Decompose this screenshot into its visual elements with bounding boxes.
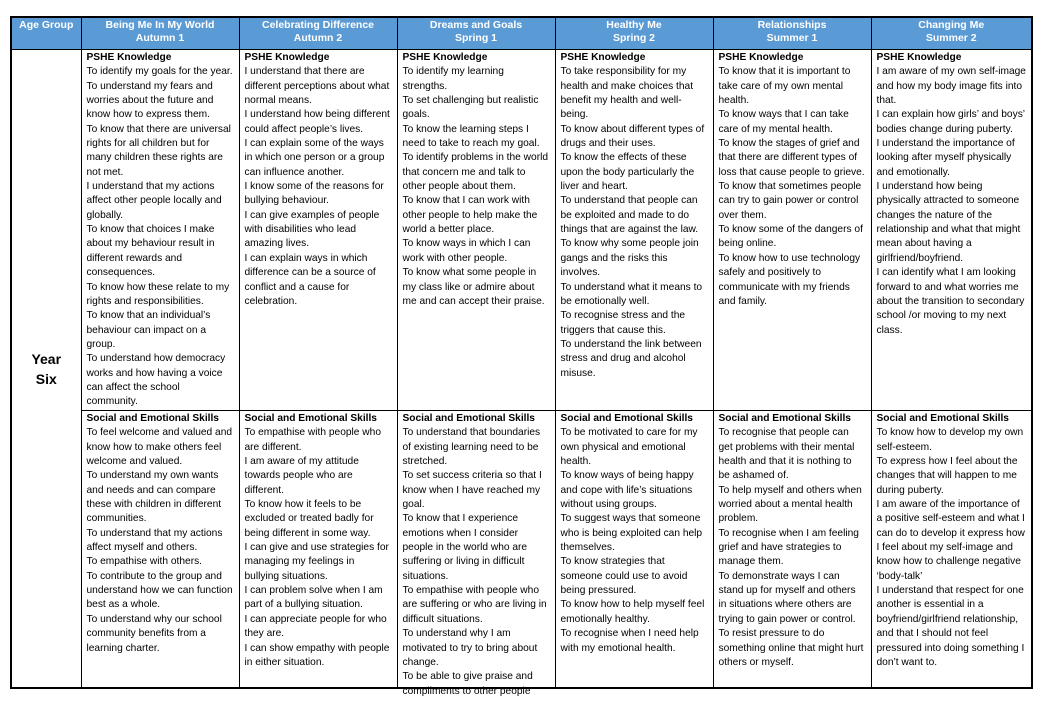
section-heading: Social and Emotional Skills	[876, 413, 1009, 424]
objective-item: To know the stages of grief and that there are different types of loss that cause people to grieve.	[718, 138, 865, 178]
objective-item: I can explain some of the ways in which one person or a group can influence another.	[244, 138, 385, 178]
column-header	[397, 17, 555, 50]
objective-item: To be motivated to care for my own physical and emotional health.	[560, 427, 698, 468]
section-heading: PSHE Knowledge	[876, 52, 962, 63]
objective-item: To know what some people in my class like or admire about me and can accept their praise.	[402, 267, 545, 307]
objective-item: I understand how being physically attracted to someone changes the nature of the relationship and what that might mean about having a girlfriend/boyfriend.	[876, 181, 1021, 264]
objective-item: To feel welcome and valued and know how to make others feel welcome and valued.	[86, 427, 233, 468]
objective-item: I understand that there are different perceptions about what normal means.	[244, 66, 390, 107]
unit-title: Relationships	[757, 19, 827, 31]
objective-item: I am aware of my own self-image and how my body image fits into that.	[876, 66, 1026, 107]
year-label: Six	[35, 370, 57, 387]
year-group-cell	[11, 50, 81, 689]
objectives-cell	[239, 50, 397, 411]
objective-item: To know ways in which I can work with other people.	[402, 238, 531, 264]
objective-item: To recognise stress and the triggers that cause this.	[560, 310, 686, 336]
objective-item: I can problem solve when I am part of a bullying situation.	[244, 585, 383, 611]
objective-item: To understand what it means to be emotionally well.	[560, 281, 703, 307]
objectives-cell	[239, 411, 397, 689]
unit-term: Spring 2	[612, 32, 655, 44]
objective-item: To empathise with others.	[86, 556, 203, 568]
unit-term: Summer 2	[925, 32, 977, 44]
unit-title: Healthy Me	[606, 19, 662, 31]
objective-item: To know ways that I can take care of my mental health.	[718, 109, 849, 135]
objective-item: To understand that people can be exploited and made to do things that are against the law.	[560, 195, 699, 236]
objective-item: I understand that my actions affect other people locally and globally.	[86, 181, 222, 221]
objectives-cell	[555, 50, 713, 411]
section-heading: Social and Emotional Skills	[402, 413, 535, 424]
objectives-cell	[713, 50, 871, 411]
objective-item: To know that it is important to take care of my own mental health.	[718, 66, 851, 107]
column-header	[871, 17, 1032, 50]
objective-item: To know some of the dangers of being online.	[718, 224, 863, 250]
year-label: Year	[31, 350, 62, 367]
unit-term: Autumn 2	[293, 32, 343, 44]
objective-item: To set challenging but realistic goals.	[402, 95, 539, 121]
unit-title: Changing Me	[918, 19, 985, 31]
objective-item: To express how I feel about the changes that will happen to me during puberty.	[876, 456, 1018, 496]
objective-item: To understand the link between stress and drug and alcohol misuse.	[560, 338, 702, 379]
objective-item: To empathise with people who are suffering or who are living in difficult situations.	[402, 585, 547, 625]
column-header	[239, 17, 397, 50]
objective-item: To resist pressure to do something online that might hurt others or myself.	[718, 628, 864, 668]
objective-item: To recognise when I need help with my emotional health.	[560, 628, 699, 654]
unit-term: Spring 1	[454, 32, 497, 44]
column-header	[555, 17, 713, 50]
column-header	[713, 17, 871, 50]
objectives-cell	[81, 411, 239, 689]
objective-item: To understand how democracy works and how having a voice can affect the school community.	[86, 353, 226, 408]
objective-item: To know that choices I make about my behaviour result in different rewards and consequences.	[86, 224, 215, 279]
objective-item: To know the effects of these upon the body particularly the liver and heart.	[560, 152, 695, 193]
objective-item: I can explain ways in which difference can be a source of conflict and a cause for celebration.	[244, 252, 376, 307]
pshe-curriculum-table	[10, 16, 1033, 697]
objectives-cell	[397, 50, 555, 411]
objective-item: To understand my own wants and needs and can compare these with children in different communities.	[86, 470, 222, 525]
objective-item: To take responsibility for my health and make choices that benefit my health and well-being.	[560, 66, 694, 121]
section-heading: PSHE Knowledge	[718, 52, 804, 63]
objective-item: To know the learning steps I need to take to reach my goal.	[402, 123, 540, 150]
objective-item: I can give and use strategies for managing my feelings in bullying situations.	[244, 542, 389, 582]
section-heading: PSHE Knowledge	[402, 52, 488, 63]
objective-item: To recognise when I am feeling grief and have strategies to manage them.	[718, 527, 859, 568]
objective-item: I am aware of the importance of a positive self-esteem and what I can do to develop it express how I feel about my self-image and know how to challenge negative ‘body-talk’	[876, 499, 1025, 582]
objective-item: To know that there are universal rights for all children but for many children these rights are not met.	[86, 123, 231, 178]
objective-item: To demonstrate ways I can stand up for myself and others in situations where others are trying to gain power or control.	[718, 570, 856, 625]
objective-item: To suggest ways that someone who is being exploited can help themselves.	[560, 513, 703, 554]
section-heading: PSHE Knowledge	[86, 52, 172, 63]
objective-item: To know how to develop my own self-esteem.	[876, 427, 1024, 453]
objective-item: I can give examples of people with disabilities who lead amazing lives.	[244, 209, 380, 250]
section-heading: PSHE Knowledge	[560, 52, 646, 63]
unit-term: Autumn 1	[135, 32, 185, 44]
objective-item: To understand why our school community benefits from a learning charter.	[86, 613, 222, 654]
objective-item: To know why some people join gangs and the risks this involves.	[560, 238, 699, 279]
objective-item: To identify my goals for the year.	[86, 66, 233, 78]
table-row	[11, 50, 1032, 411]
objectives-cell	[555, 411, 713, 689]
objective-item: I know some of the reasons for bullying behaviour.	[244, 181, 384, 207]
objective-item: To know how to use technology safely and positively to communicate with my friends and family.	[718, 252, 861, 307]
section-heading: Social and Emotional Skills	[86, 413, 219, 424]
objective-item: To know how to help myself feel emotionally healthy.	[560, 599, 705, 625]
objective-item: To know that I can work with other people to help make the world a better place.	[402, 195, 538, 236]
unit-title: Being Me In My World	[105, 19, 215, 31]
objective-item: To understand why I am motivated to try to bring about change.	[402, 628, 538, 668]
objective-item: To know about different types of drugs and their uses.	[560, 123, 705, 150]
objective-item: I can identify what I am looking forward to and what worries me about the transition to secondary school /or moving to my next class.	[876, 267, 1025, 336]
objective-item: To know strategies that someone could use to avoid being pressured.	[560, 556, 688, 597]
objective-item: To help myself and others when worried about a mental health problem.	[718, 484, 862, 525]
objective-item: To contribute to the group and understand how we can function best as a whole.	[86, 570, 233, 611]
objective-item: To identify problems in the world that concern me and talk to other people about them.	[402, 152, 549, 193]
objectives-cell	[713, 411, 871, 689]
objective-item: To set success criteria so that I know when I have reached my goal.	[402, 470, 542, 511]
objective-item: To understand my fears and worries about the future and know how to express them.	[86, 80, 214, 121]
objective-item: To know that an individual’s behaviour can impact on a group.	[86, 310, 211, 350]
objective-item: To identify my learning strengths.	[402, 66, 504, 92]
objective-item: I am aware of my attitude towards people who are different.	[244, 456, 359, 496]
objective-item: To understand that my actions affect myself and others.	[86, 527, 223, 554]
objective-item: To empathise with people who are different.	[244, 427, 381, 453]
objective-item: I understand the importance of looking after myself physically and emotionally.	[876, 138, 1015, 178]
section-heading: Social and Emotional Skills	[718, 413, 851, 424]
unit-title: Dreams and Goals	[429, 19, 523, 31]
unit-title: Celebrating Difference	[261, 19, 375, 31]
objective-item: To know that sometimes people can try to gain power or control over them.	[718, 181, 862, 221]
objectives-cell	[871, 411, 1032, 689]
section-heading: Social and Emotional Skills	[244, 413, 377, 424]
objectives-cell	[871, 50, 1032, 411]
section-heading: Social and Emotional Skills	[560, 413, 693, 424]
objectives-cell	[81, 50, 239, 411]
objective-item: To know how these relate to my rights and responsibilities.	[86, 281, 230, 307]
column-header	[81, 17, 239, 50]
objectives-cell	[397, 411, 555, 697]
table-row	[11, 411, 1032, 689]
objective-item: To know ways of being happy and cope with life’s situations without using groups.	[560, 470, 694, 511]
objective-item: I can explain how girls’ and boys’ bodies change during puberty.	[876, 109, 1025, 135]
objective-item: To know how it feels to be excluded or treated badly for being different in some way.	[244, 499, 374, 539]
age-group-header: Age Group	[11, 17, 81, 50]
objective-item: To be able to give praise and compliments to other people	[402, 671, 533, 697]
unit-term: Summer 1	[766, 32, 818, 44]
objective-item: I can show empathy with people in either situation.	[244, 642, 390, 668]
header-row	[11, 17, 1032, 50]
objective-item: I understand that respect for one another is essential in a boyfriend/girlfriend relationship, and that I should not feel pressured into doing something I don’t want to.	[876, 585, 1025, 668]
objective-item: To understand that boundaries of existing learning need to be stretched.	[402, 427, 541, 468]
section-heading: PSHE Knowledge	[244, 52, 330, 63]
objective-item: To recognise that people can get problems with their mental health and that it is nothing to be ashamed of.	[718, 427, 855, 482]
objective-item: I understand how being different could affect people’s lives.	[244, 109, 390, 135]
objective-item: To know that I experience emotions when I consider people in the world who are suffering or living in difficult situations.	[402, 513, 528, 582]
objective-item: I can appreciate people for who they are.	[244, 613, 387, 640]
